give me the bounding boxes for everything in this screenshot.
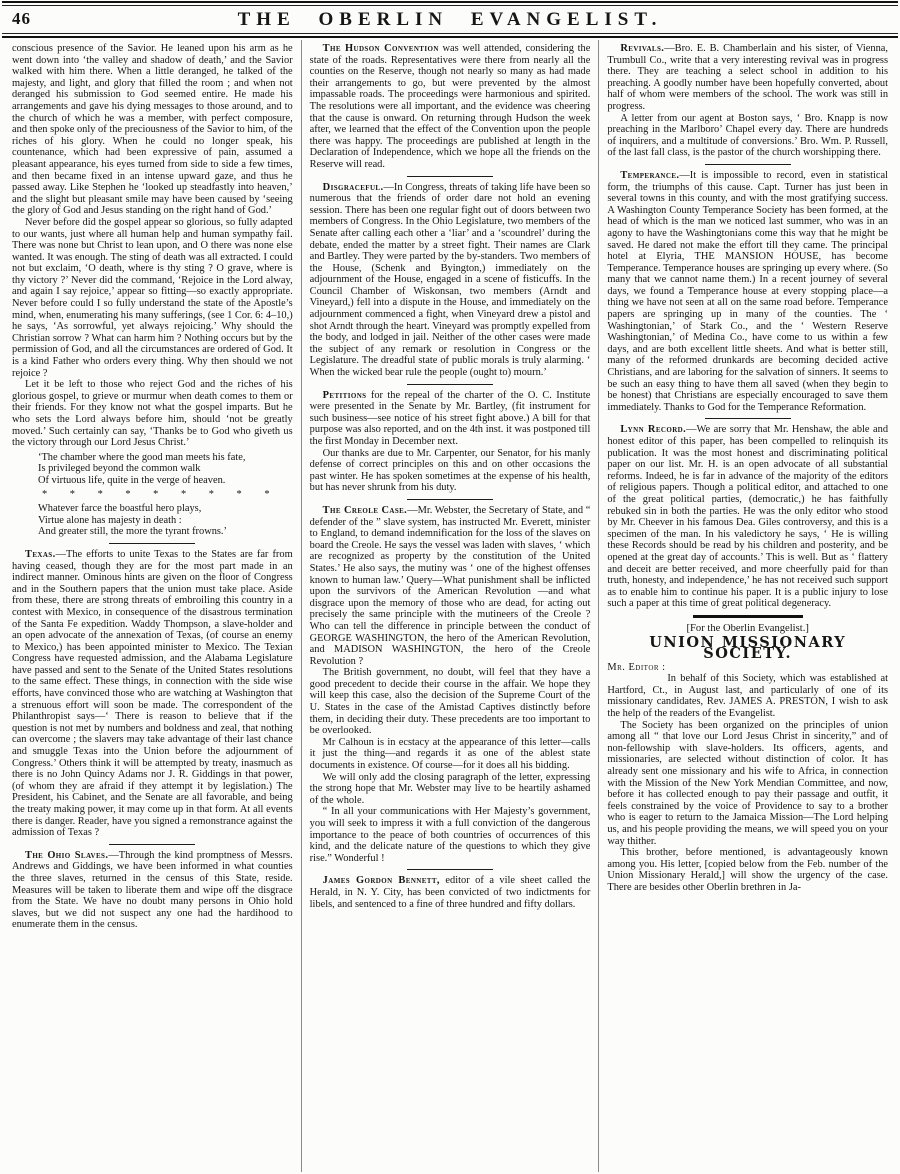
columns-container [0, 38, 900, 1172]
article-lead: The Creole Case. [322, 504, 408, 516]
poem-line: Is privileged beyond the common walk [38, 463, 201, 475]
poem-stanza [38, 452, 293, 487]
article-paragraph: Petitions for the repeal of the charter of the O. C. Institute were presented in the Senate by Mr. Bartley, (fit instrument for such business—see notice of his street fight above.) A bill for that purpose was also reported, and on the 4th inst. it was postponed till the first Monday in December next. [309, 389, 591, 447]
article-title: UNION MISSIONARY SOCIETY. [649, 633, 847, 663]
article-paragraph: This brother, before mentioned, is advantageously known among you. His letter, [copied below from the Feb. number of the Union Missionary Herald,] will show the urgency of the case. There are besides other Oberlin brethren in Ja- [607, 847, 889, 893]
masthead-title: THE OBERLIN EVANGELIST. [237, 9, 663, 30]
article-lead: James Gordon Bennett, [322, 875, 440, 887]
article-paragraph: Temperance.—It is impossible to record, even in statistical form, the triumphs of this cause. Capt. Turner has just been in several towns in this county, and with the most gratifying success. A Washington County Temperance Society has been formed, at the head of which is the man we noticed last summer, who was in an agony to have the Washingtonians come this way that he might be saved. He dared not make the effort till they came. The principal hotel at Elyria, THE MANSION HOUSE, has become Temperance. Temperance houses are springing up every where. (So many that we cannot name them.) In a recent journey of several days, we found a Temperance house at every stopping place—a thing we have not seen at all on the same road before. Temperance papers are springing up in many of the counties. The ‘ Washingtonian,’ of Stark Co., and the ‘ Western Reserve Washingtonian,’ of Medina Co., have come to us within a few days, and are both excellent little sheets. And what is better still, many of the reformed drunkards are becoming decided active Christians, and are laboring for the salvation of sinners. It seems to be such an easy thing to have them all saved (when they begin to be honest) that Christians are especially encouraged to save them immediately. Thanks to God for the Temperance Reformation. [607, 169, 889, 413]
asterisk-divider: * * * * * * * * * [42, 488, 270, 500]
section-divider [407, 384, 493, 385]
salutation: Mr. Editor : [607, 661, 666, 673]
article-paragraph: We will only add the closing paragraph of the letter, expressing the strong hope that Mr. Webster may live to be heartily ashamed of the whole. [309, 771, 591, 806]
section-divider [407, 499, 493, 500]
article-lead: Disgraceful. [322, 181, 384, 193]
article-paragraph: The Hudson Convention was well attended, considering the state of the roads. Representatives were there from nearly all the counties on the Reserve, though not nearly so many as had made their arrangements to go, but were prevented by the almost impassable roads. The proceedings were harmonious and spirited. The resolutions were all important, and the evidence was cheering that the cause is onward. On returning through Hudson the week after, we learned that the effect of the Convention upon the people there was happy. The proceedings are published at length in the Declaration of Independence, which we hope all the friends on the Reserve will read. [309, 43, 591, 170]
column-1 [4, 40, 301, 1172]
article-paragraph: conscious presence of the Savior. He leaned upon his arm as he went down into ‘the valley and shadow of death,’ and the Savior walked with him there. When a little deranged, he talked of the majesty, and light, and glory that filled the room ; and when not deranged his submission to God seemed entire. He made his arrangements and gave his dying messages to those around, and to the church of which he was a member, with perfect composure, and then spoke only of the preciousness of the Savior to him, of the riches of his glory. When he could no longer speak, his countenance, which had been expressive of pain, assumed a pleasant appearance, his eyes turned from side to side a few times, and then became fixed in an intense upward gaze, and thus he passed away. Like Stephen he ‘looked up steadfastly into heaven,’ and the slight but pleasant smile may have been caused by ‘seeing the glory of God and Jesus standing on the right hand of God.’ [12, 43, 293, 217]
article-paragraph: James Gordon Bennett, editor of a vile sheet called the Herald, in N. Y. City, has been convicted of two indictments for libels, and sentenced to a fine of three hundred and fifty dollars. [309, 875, 591, 910]
article-lead: Petitions [322, 389, 367, 401]
article-paragraph: Our thanks are due to Mr. Carpenter, our Senator, for his manly defense of correct principles on this and on other occasions the past winter. He has spoken sometimes at the expense of his health, but has never shrunk from his duty. [309, 447, 591, 494]
article-paragraph: “ In all your communications with Her Majesty’s government, you will seek to impress it with a full conviction of the dangerous importance to the peace of both countries of occurrences of this kind, and the delicate nature of the questions to which they give rise.” Wonderful ! [309, 806, 591, 864]
section-divider [407, 176, 493, 177]
section-divider [693, 615, 803, 618]
section-divider [407, 869, 493, 870]
article-lead: Lynn Record. [620, 424, 687, 436]
section-divider [109, 844, 195, 845]
section-divider [109, 543, 195, 544]
article-paragraph: The Society has been organized on the principles of union among all “ that love our Lord Jesus Christ in sincerity,” and of non-fellowship with slave-holders. Its officers, agents, and missionaries, are selected without distinction of color. It has already sent one missionary and his wife to Africa, in connection with the Mission of the New York Mendian Committee, and now, before it has collected enough to pay their passage and outfit, it feels constrained by the voice of Providence to say to a brother who is eager to return to the Jamaica Mission—The Lord helping us, and his people providing the means, we will speed you on your way thither. [607, 719, 889, 847]
article-attribution: [For the Oberlin Evangelist.] [686, 622, 809, 634]
article-paragraph: The Ohio Slaves.—Through the kind promptness of Messrs. Andrews and Giddings, we have been informed in what counties the three slaves, returned in the census of this State, reside. Measures will be taken to liberate them and wipe off the disgrace from the State. We have no doubt many persons in Ohio hold slaves, but we did not suspect any one had the hardihood to enumerate them in the census. [12, 849, 293, 931]
article-lead: The Ohio Slaves. [25, 849, 109, 861]
article-paragraph: Lynn Record.—We are sorry that Mr. Henshaw, the able and honest editor of this paper, has been compelled to relinquish its publication. It was the most honest and discriminating political paper on our list. Mr. H. is an open advocate of all substantial reforms. Indeed, he is far in advance of the majority of the editors of religious papers. Though a political editor, and attached to one of the great political parties, (democratic,) he has faithfully rebuked sin in both the parties. He was the only editor who stood by Mr. Cheever in his famous Dea. Giles controversy, and this is a specimen of the man. In his valedictory he says, ‘ He is willing these Records should be read by his children and posterity, and be opened at the great day of accounts.’ This is well. But as ‘ flattery and deceit are better received, and more cheerfully paid for than truth, honesty, and independence,’ he has not received such support as to enable him to continue his paper. It is a public injury to lose such a paper at this time of great political degeneracy. [607, 424, 889, 610]
article-paragraph: The British government, no doubt, will feel that they have a good precedent to decide their course in the affair. We hope they will keep this case, also the decision of the Supreme Court of the U. States in the case of the Amistad Captives distinctly before them, in deciding their duty. These precedents are too important to be overlooked. [309, 667, 591, 737]
section-divider [705, 164, 791, 165]
article-paragraph: In behalf of this Society, which was established at Hartford, Ct., in August last, and particularly of one of its missionary candidates, Rev. JAMES A. PRESTON, I wish to ask the help of the readers of the Evangelist. [607, 673, 889, 720]
article-paragraph: Disgraceful.—In Congress, threats of taking life have been so numerous that the friends of order dare not hold an evening session. There has been one regular fight out of doors between two members of Congress. In the Ohio Legislature, two members of the Senate after calling each other a ‘liar’ and a ‘scoundrel’ during the debate, ended the matter by a street fight. Their names are Clark and Bartley. They were parted by the by-standers. Two members of the House, (Schenk and Byington,) immediately on the adjournment of the House, engaged in a scene of fisticuffs. In the Council Chamber of Wiskonsan, two members (Arndt and Vineyard,) fell into a dispute in the House, and immediately on the adjournment commenced a fight, when Vineyard drew a pistol and shot Arndt through the heart. Vineyard was promptly expelled from the body, and lodged in jail. Neither of the other cases were made the subject of any remark or resolution in Congress or the Legislature. The dreadful state of public morals is truly alarming. ‘ When the wicked bear rule the people (ought to) mourn.’ [309, 181, 591, 379]
article-lead: The Hudson Convention [322, 43, 439, 54]
poem-stanza [38, 503, 293, 538]
article-paragraph: Mr Calhoun is in ecstacy at the appearance of this letter—calls it just the thing—and regards it as one of the ablest state documents in existence. Of course—for it does all his bidding. [309, 736, 591, 772]
section-divider [705, 418, 791, 419]
article-lead: Temperance. [620, 169, 680, 181]
article-paragraph: A letter from our agent at Boston says, ‘ Bro. Knapp is now preaching in the Marlboro’ Chapel every day. There are hundreds of inquirers, and a multitude of conversions.’ Bro. Wm. P. Russell, of the last fall class, is the pastor of the church worshipping there. [607, 112, 889, 159]
poem-line: Of virtuous life, quite in the verge of heaven. [38, 474, 226, 486]
column-3 [598, 40, 896, 1172]
poem-line: ‘The chamber where the good man meets his fate, [38, 451, 246, 463]
article-paragraph: Revivals.—Bro. E. B. Chamberlain and his sister, of Vienna, Trumbull Co., write that a very interesting revival was in progress there. They are teaching a select school in addition to his preaching. A goodly number have been hopefully converted, about half of whom were members of the school. The work was still in progress. [607, 43, 889, 112]
article-lead: Texas. [25, 548, 56, 560]
poem-line: Whatever farce the boastful hero plays, [38, 503, 202, 515]
poem-line: And greater still, the more the tyrant frowns.’ [38, 526, 227, 538]
article-lead: Revivals. [620, 43, 665, 54]
article-paragraph: The Creole Case.—Mr. Webster, the Secretary of State, and “ defender of the ” slave system, has instructed Mr. Everett, minister to England, to demand indemnification for the loss of the slaves on board the Creole. He says the vessel was laden with slaves, ‘ which are recognized as property by the constitution of the United States.’ He also says, the mutiny was ‘ one of the highest offenses known to human law.’ Query—What punishment shall be inflicted upon the survivors of the American Revolution —and what disgrace upon the memory of those who are dead, for acting out precisely the same principle with the mutineers of the Creole ? Who can tell the difference in principle between the conduct of GEORGE WASHINGTON, the hero of the American Revolution, and MADISON WASHINGTON, the hero of the Creole Revolution ? [309, 504, 591, 667]
column-2 [301, 40, 599, 1172]
poem-line: Virtue alone has majesty in death : [38, 514, 182, 526]
masthead-row [0, 6, 900, 33]
article-paragraph: Texas.—The efforts to unite Texas to the States are far from having ceased, though they are for the most part made in an indirect manner. Ominous hints are given on the floor of Congress and in the Southern papers that the union must take place. Aside from these, there are strong threats of embroiling this country in a contest with Mexico, in consequence of the disastrous termination of the Santa Fe expedition. Waddy Thompson, a slave-holder and an open advocate of the annexation of Texas, (of course an enemy to Mexico,) has been appointed minister to Mexico. The Texian Congress have requested admission, and the Alabama Legislature have passed and sent to the Senate of the United States resolutions to the same effect. These things, in connection with the side wise efforts, have convinced those who are watching at Washington that a strenuous effort will soon be made. The correspondent of the Philanthropist says—‘ There is reason to believe that if the question is not met by numbers and boldness and zeal, that nothing can overcome ; the slavers may take advantage of their last chance and smuggle Texas into the Union before the adjournment of Congress.’ Others think it will be attempted by treaty, inasmuch as there is no John Quincy Adams nor J. R. Giddings in that power, (of whom they are afraid if they attempt it by legislation.) The President, his Cabinet, and the Senate are all favorable, and being the treaty making power, it may come up in that form. At all events there is danger. Reader, have you signed a remonstrance against the admission of Texas ? [12, 548, 293, 839]
article-paragraph: Let it be left to those who reject God and the riches of his glorious gospel, to grieve or murmur when death comes to them or their friends. For they know not what the gospel imparts. But he who sets the Lord always before him, should ‘not be greatly moved.’ Such certainly can say, ‘Thanks be to God who giveth us the victory through our Lord Jesus Christ.’ [12, 379, 293, 449]
article-paragraph: Never before did the gospel appear so glorious, so fully adapted to our wants, just where all human help and human sympathy fail. There was none but Christ to lean upon, and O there was none else wanted. It was enough. The sting of death was all extracted. I could not but exclaim, ‘O death, where is thy sting ? O grave, where is thy victory ?’ Never did the command, ‘Rejoice in the Lord alway, and again I say rejoice,’ appear so fitting—so exactly appropriate. Never before could I so fully understand the state of the Apostle’s mind, when, enumerating his many sufferings, (see 1 Cor. 6: 4–10,) he says, ‘As sorrowful, yet always rejoicing.’ Why should the Christian sorrow ? What can harm him ? Nothing occurs but by the permission of God, and all the circumstances are ordered of God. It is a kind Father who orders every thing. Why then should we not rejoice ? [12, 216, 293, 379]
page-number: 46 [12, 9, 31, 28]
